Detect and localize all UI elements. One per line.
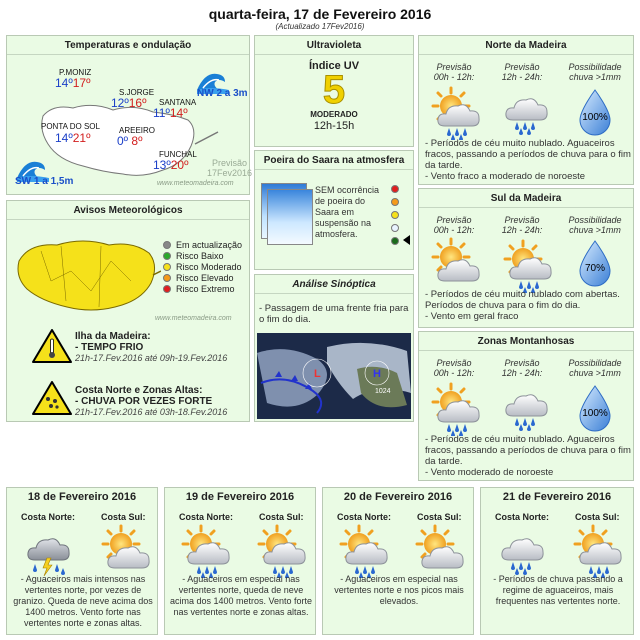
rain-warning-icon — [31, 379, 73, 417]
day-forecast-4 — [480, 487, 634, 635]
pressure-value: 1024 — [375, 388, 391, 395]
station-name: P.MONIZ — [59, 68, 92, 77]
low-pressure-label: L — [314, 368, 321, 380]
region-panel-mountains — [418, 331, 634, 481]
dust-text: SEM ocorrência de poeira do Saara em suspensão na atmosfera. — [315, 185, 380, 239]
region-desc: - Períodos de céu muito nublado. Aguaceiros fracos, passando a períodos de chuva para o fim da tarde. - Vento moderado de noroeste — [425, 434, 631, 478]
weather-sun-cloud-rain-icon — [429, 84, 485, 140]
synoptic-satellite-map — [257, 333, 411, 419]
region-title: Norte da Madeira — [419, 36, 633, 55]
dust-panel — [254, 150, 414, 270]
synoptic-text: - Passagem de uma frente fria para o fim do dia. — [259, 303, 409, 325]
weather-cloud-rain-icon — [497, 524, 551, 580]
sky-image — [267, 189, 313, 245]
dust-dot — [391, 224, 399, 232]
day-date: 20 de Fevereiro 2016 — [343, 491, 453, 503]
station-name: PONTA DO SOL — [41, 122, 100, 131]
uv-title: Ultravioleta — [255, 36, 413, 55]
high-pressure-label: H — [373, 368, 381, 380]
region-title: Sul da Madeira — [419, 189, 633, 208]
weather-sun-cloud-rain-icon — [179, 522, 235, 578]
legend-dot — [163, 274, 171, 282]
warnings-title: Avisos Meteorológicos — [7, 201, 249, 220]
station-temps: 14º17º — [55, 76, 91, 90]
dust-title: Poeira do Saara na atmosfera — [255, 151, 413, 170]
station-name: FUNCHAL — [159, 150, 197, 159]
synoptic-panel — [254, 274, 414, 422]
station-temps: 12º16º — [111, 96, 147, 110]
region-title: Zonas Montanhosas — [419, 332, 633, 351]
pointer-icon — [403, 235, 411, 245]
update-note: (Actualizado 17Fev2016) — [275, 22, 365, 31]
coast-label: Costa Sul: — [575, 512, 620, 522]
coast-label: Costa Sul: — [101, 512, 146, 522]
region-desc: - Períodos de céu muito nublado. Aguaceiros fracos, passando a períodos de chuva para o fim da tarde. - Vento fraco a moderado de noroeste — [425, 138, 631, 182]
rain-probability: 70% — [584, 263, 605, 274]
header — [0, 0, 640, 32]
legend-item: Risco Baixo — [163, 250, 242, 261]
uv-value: 5 — [322, 68, 346, 112]
station-name: SANTANA — [159, 98, 197, 107]
warnings-map — [11, 231, 161, 317]
legend-dot — [163, 252, 171, 260]
legend-item: Risco Extremo — [163, 283, 242, 294]
region-desc: - Períodos de céu muito nublado com abertas. Períodos de chuva para o fim do dia. - Vento em geral fraco — [425, 289, 620, 322]
uv-index-label: Índice UV — [308, 60, 360, 72]
station-temps: 0º 8º — [117, 134, 143, 148]
rain-probability: 100% — [582, 408, 608, 419]
column-header: Previsão 12h - 24h: — [501, 62, 543, 82]
day-forecast-2 — [164, 487, 316, 635]
uv-hours: 12h-15h — [313, 120, 355, 132]
station-temps: 13º20º — [153, 158, 189, 172]
coast-label: Costa Norte: — [21, 512, 76, 522]
watermark: www.meteomadeira.com — [157, 180, 234, 187]
weather-sun-cloud-rain-icon — [501, 237, 557, 293]
day-desc: - Aguaceiros mais intensos nas vertentes norte, por vezes de granizo. Queda de neve acima dos 1400 metros. Vento forte nas vertentes norte e zonas altas. — [13, 574, 153, 628]
day-date: 21 de Fevereiro 2016 — [502, 491, 612, 503]
warnings-panel — [6, 200, 250, 422]
synoptic-title: Análise Sinóptica — [255, 275, 413, 294]
legend-dot — [163, 263, 171, 271]
day-forecast-1 — [6, 487, 158, 635]
legend-dot — [163, 285, 171, 293]
warning-item: Ilha da Madeira: - TEMPO FRIO 21h-17.Fev.2016 até 09h-19.Fev.2016 — [75, 331, 228, 363]
column-header: Possibilidade chuva >1mm — [568, 62, 622, 82]
warning-item: Costa Norte e Zonas Altas: - CHUVA POR VEZES FORTE 21h-17.Fev.2016 até 03h-18.Fev.2016 — [75, 385, 228, 417]
waves-nw-label: NW 2 a 3m — [197, 88, 248, 99]
column-header: Previsão 00h - 12h: — [433, 215, 475, 235]
column-header: Possibilidade chuva >1mm — [568, 215, 622, 235]
weather-storm-icon — [23, 524, 77, 578]
legend-item: Risco Elevado — [163, 272, 242, 283]
day-desc: - Aguaceiros em especial nas vertentes norte, queda de neve acima dos 1400 metros. Vento forte nas vertentes norte e zonas altas. — [169, 574, 313, 617]
station-name: AREEIRO — [119, 126, 156, 135]
day-desc: - Aguaceiros em especial nas vertentes norte e nos picos mais elevados. — [334, 574, 464, 606]
column-header: Previsão 00h - 12h: — [433, 62, 475, 82]
day-date: 19 de Fevereiro 2016 — [185, 491, 295, 503]
coast-label: Costa Sul: — [259, 512, 304, 522]
dust-dot — [391, 185, 399, 193]
forecast-stamp: Previsão 17Fev2016 — [207, 158, 253, 178]
weather-sun-cloud-icon — [99, 524, 155, 574]
region-panel-north — [418, 35, 634, 185]
day-forecast-3 — [322, 487, 474, 635]
dust-scale — [391, 185, 403, 245]
page-title: quarta-feira, 17 de Fevereiro 2016 — [208, 6, 432, 22]
dust-dot — [391, 211, 399, 219]
day-desc: - Períodos de chuva passando a regime de aguaceiros, mais frequentes nas vertentes norte. — [493, 574, 623, 606]
region-panel-south — [418, 188, 634, 328]
coast-label: Costa Norte: — [495, 512, 550, 522]
station-name: S.JORGE — [119, 88, 155, 97]
station-temps: 11º14º — [153, 106, 188, 120]
weather-cloud-rain-icon — [501, 380, 555, 436]
weather-sun-cloud-rain-icon — [429, 380, 485, 436]
cold-warning-icon — [31, 327, 73, 365]
dust-dot — [391, 237, 399, 245]
rain-probability: 100% — [582, 112, 608, 123]
coast-label: Costa Norte: — [337, 512, 392, 522]
weather-sun-cloud-rain-icon — [255, 522, 311, 578]
column-header: Previsão 12h - 24h: — [501, 358, 543, 378]
day-date: 18 de Fevereiro 2016 — [27, 491, 137, 503]
watermark: www.meteomadeira.com — [155, 315, 232, 322]
temperatures-title: Temperaturas e ondulação — [7, 36, 249, 55]
column-header: Previsão 00h - 12h: — [433, 358, 475, 378]
coast-label: Costa Norte: — [179, 512, 234, 522]
weather-sun-cloud-rain-icon — [571, 522, 627, 578]
legend-item: Risco Moderado — [163, 261, 242, 272]
temperatures-panel — [6, 35, 253, 195]
waves-sw-label: SW 1 a 1,5m — [15, 176, 74, 187]
weather-cloud-rain-icon — [501, 84, 555, 140]
weather-sun-cloud-icon — [429, 237, 485, 287]
uv-level: MODERADO — [310, 110, 358, 119]
station-temps: 14º21º — [55, 131, 91, 145]
dust-dot — [391, 198, 399, 206]
coast-label: Costa Sul: — [417, 512, 462, 522]
weather-sun-cloud-rain-icon — [337, 522, 393, 578]
uv-panel — [254, 35, 414, 147]
risk-legend — [163, 239, 242, 294]
column-header: Possibilidade chuva >1mm — [568, 358, 622, 378]
legend-dot — [163, 241, 171, 249]
legend-item: Em actualização — [163, 239, 242, 250]
weather-sun-cloud-icon — [413, 524, 469, 574]
column-header: Previsão 12h - 24h: — [501, 215, 543, 235]
